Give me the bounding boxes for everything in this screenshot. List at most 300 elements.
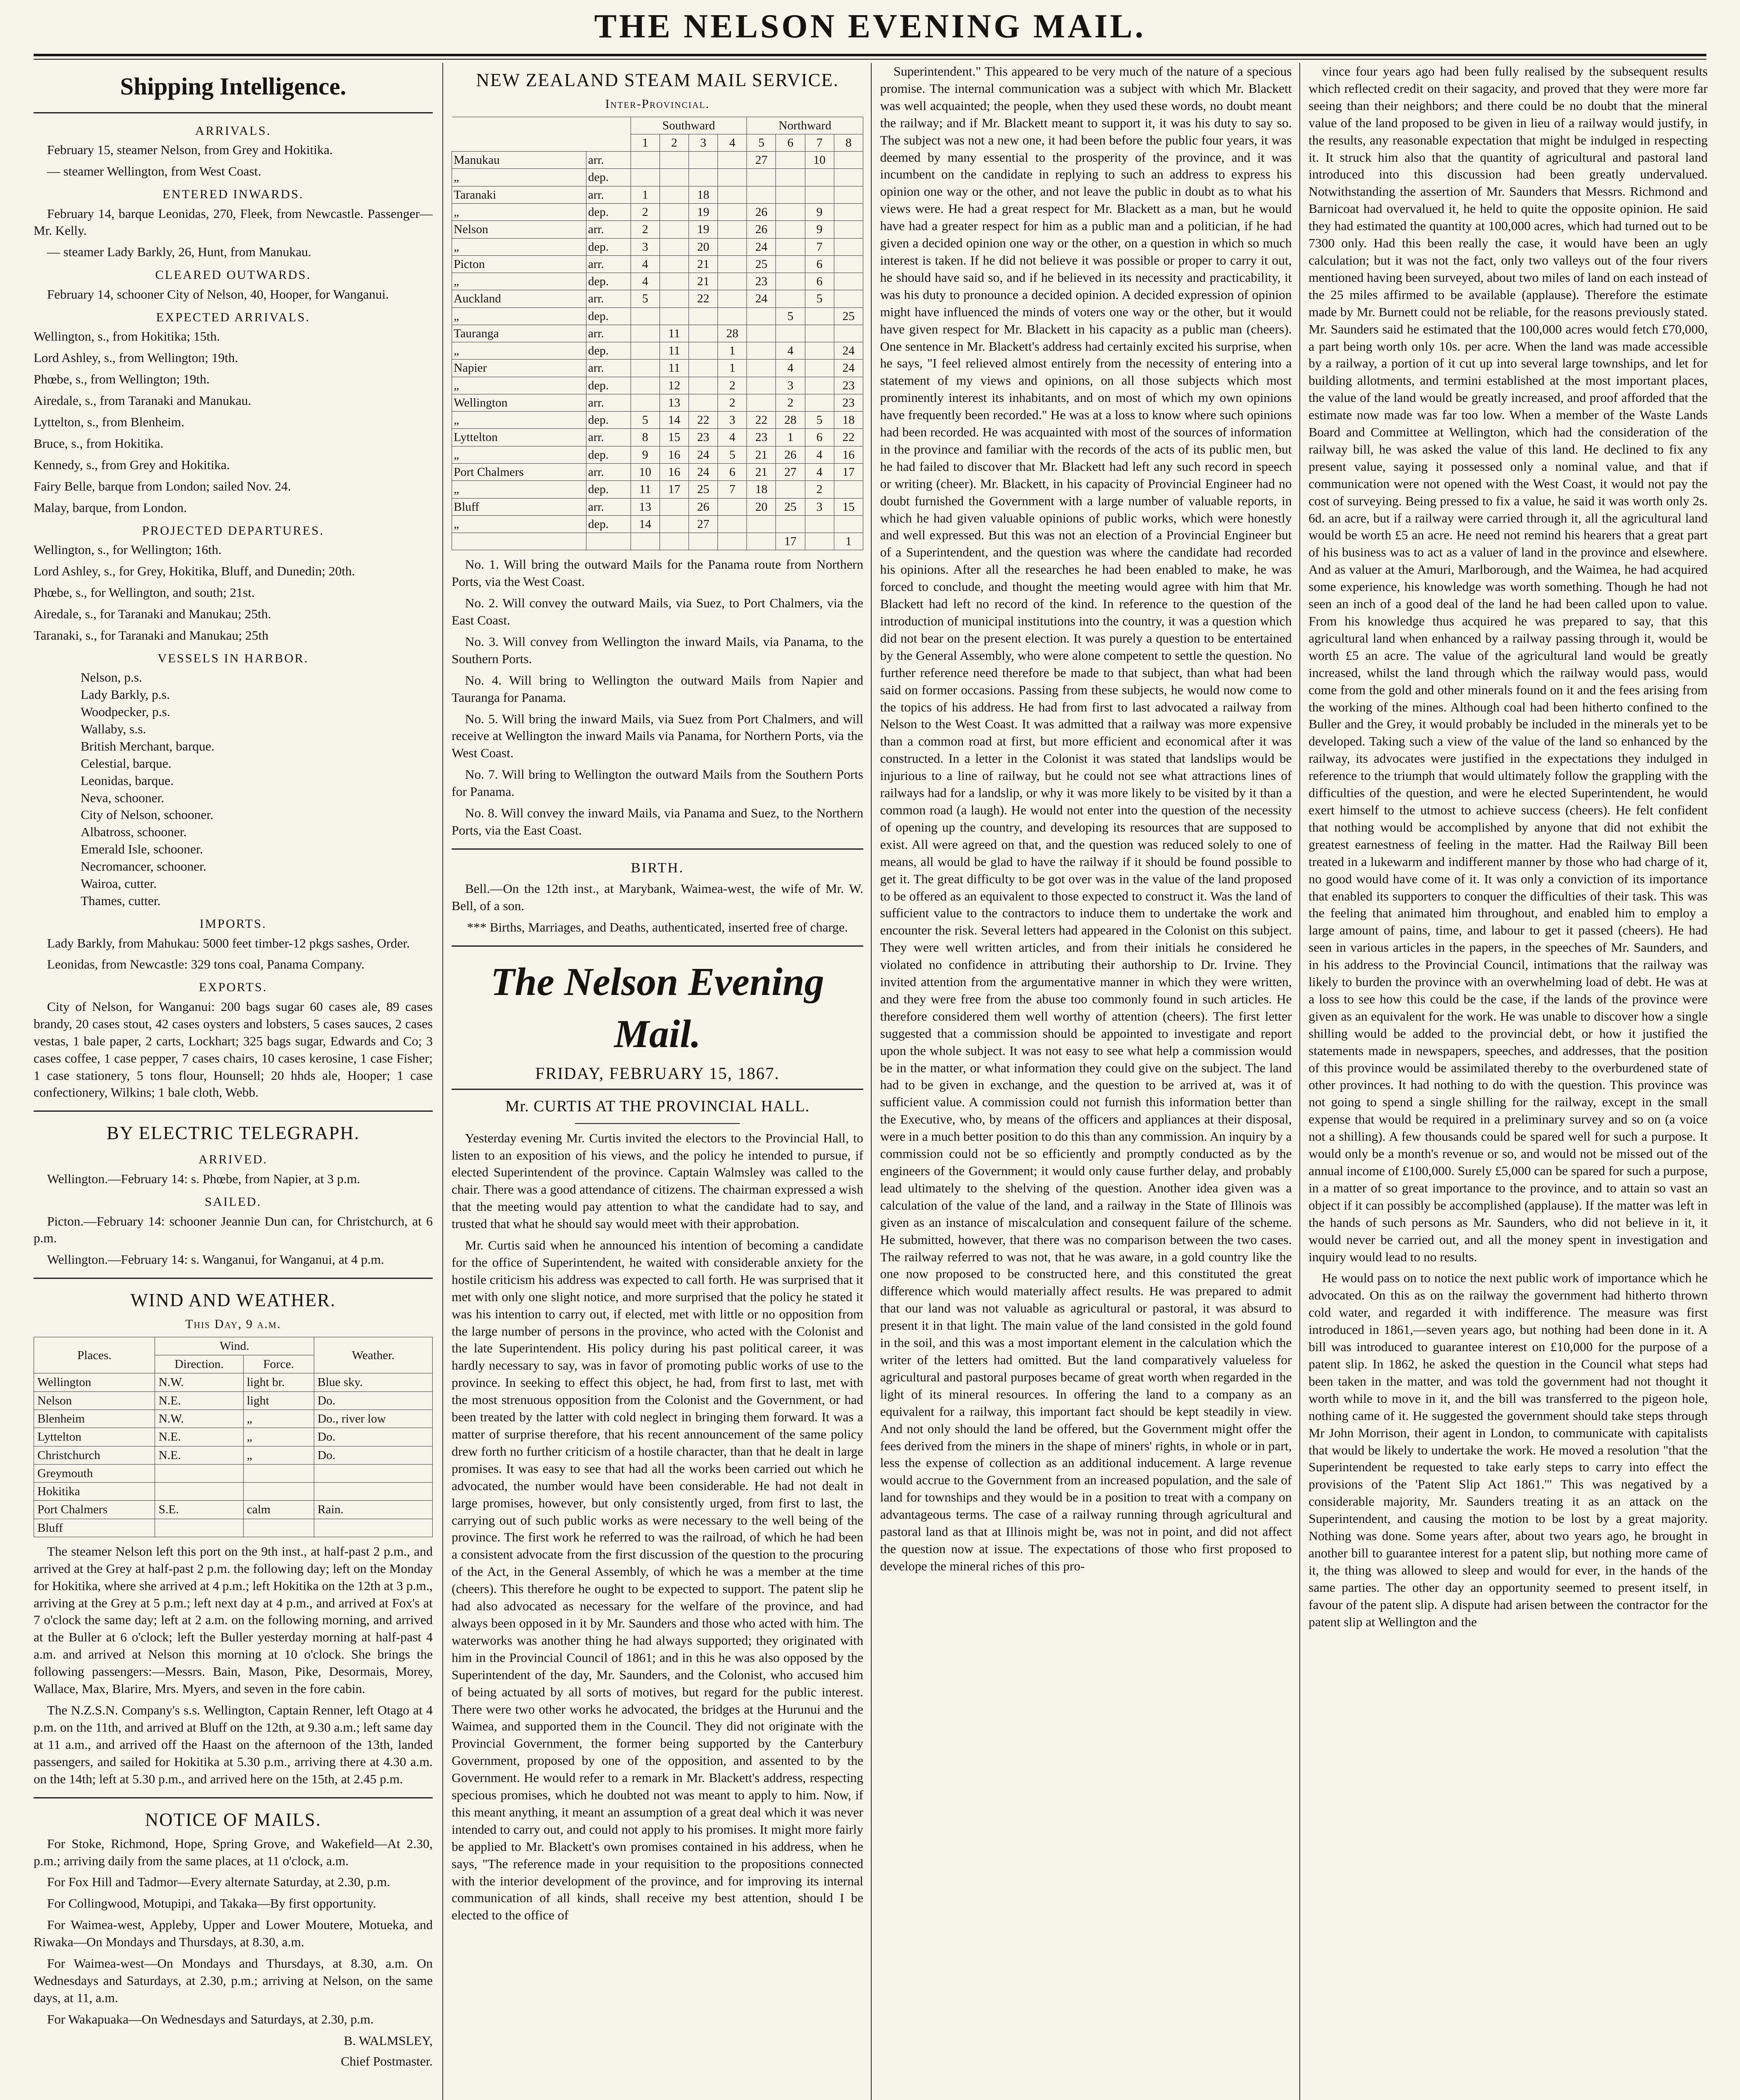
timetable-port: „ <box>452 238 586 255</box>
timetable-column-number: 6 <box>776 134 805 151</box>
article-body-part-2 <box>880 63 1292 1575</box>
masthead-rule-thin <box>34 59 1706 60</box>
weather-row <box>34 1373 433 1391</box>
timetable-cell <box>834 325 863 342</box>
timetable-arr-dep: arr. <box>586 325 631 342</box>
weather-cell-place: Christchurch <box>34 1446 155 1464</box>
vessels-in-harbor-heading: VESSELS IN HARBOR. <box>158 651 309 665</box>
timetable-cell <box>834 290 863 307</box>
timetable-cell <box>776 221 805 238</box>
timetable-row <box>452 221 863 238</box>
divider <box>34 1278 433 1279</box>
vessel-entry: Celestial, barque. <box>81 756 172 771</box>
timetable-row <box>452 446 863 463</box>
weather-row <box>34 1428 433 1446</box>
weather-cell-place: Nelson <box>34 1391 155 1410</box>
timetable-arr-dep: arr. <box>586 152 631 169</box>
timetable-cell: 5 <box>805 290 834 307</box>
steamer-report: The N.Z.S.N. Company's s.s. Wellington, Captain Renner, left Otago at 4 p.m. on the 11th, and arrived at Bluff on the 12th, at 9.30 a.m.; left same day at 11 a.m., and arrived off the Haast on the afternoon of the 13th, landed passengers, and sailed for Hokitika at 5.30 p.m., arriving there at 4.30 a.m. on the 14th; left at 5.30 p.m., and arrived here on the 15th, at 2.45 p.m. <box>34 1703 433 1786</box>
shipping-entry: Taranaki, s., for Taranaki and Manukau; 25th <box>34 627 268 643</box>
timetable-arr-dep: dep. <box>586 273 631 290</box>
steam-mail-subtitle: Inter-Provincial. <box>605 97 710 111</box>
shipping-entry: Fairy Belle, barque from London; sailed Nov. 24. <box>34 478 291 494</box>
timetable-row <box>452 533 863 550</box>
telegraph-arrived-heading: ARRIVED. <box>198 1152 268 1167</box>
timetable-cell: 1 <box>631 186 660 203</box>
timetable-cell: 1 <box>776 429 805 446</box>
timetable-arr-dep: dep. <box>586 412 631 429</box>
divider <box>452 945 863 947</box>
weather-row <box>34 1464 433 1482</box>
timetable-column-number: 5 <box>747 134 776 151</box>
vessel-entry: Wallaby, s.s. <box>81 721 146 736</box>
weather-cell-force: „ <box>243 1410 314 1428</box>
shipping-entry: Wellington, s., for Wellington; 16th. <box>34 542 222 557</box>
shipping-entry: Airedale, s., for Taranaki and Manukau; 25th. <box>34 606 271 621</box>
shipping-entry: Airedale, s., from Taranaki and Manukau. <box>34 393 252 408</box>
weather-cell-direction <box>155 1519 243 1537</box>
weather-cell-weather: Do., river low <box>314 1410 432 1428</box>
timetable-cell <box>805 533 834 550</box>
timetable-cell <box>660 186 689 203</box>
timetable-cell <box>689 394 718 411</box>
weather-cell-place: Greymouth <box>34 1464 155 1482</box>
timetable-cell: 5 <box>631 290 660 307</box>
timetable-cell <box>805 325 834 342</box>
weather-cell-force: „ <box>243 1446 314 1464</box>
vessel-entry: Thames, cutter. <box>81 893 161 908</box>
weather-cell-direction: N.E. <box>155 1391 243 1410</box>
mail-notice-entry: For Wakapuaka—On Wednesdays and Saturdays, at 2.30, p.m. <box>47 2011 374 2026</box>
exports-list <box>34 998 433 1101</box>
shipping-entry: Bruce, s., from Hokitika. <box>34 436 164 451</box>
timetable-cell: 4 <box>805 463 834 480</box>
timetable-cell <box>689 325 718 342</box>
timetable-row <box>452 290 863 307</box>
article-body-part-1 <box>452 1130 863 1924</box>
timetable-cell <box>805 515 834 533</box>
timetable-cell <box>747 360 776 377</box>
timetable-row <box>452 412 863 429</box>
timetable-cell <box>776 325 805 342</box>
shipping-entry: Lord Ashley, s., for Grey, Hokitika, Bluff, and Dunedin; 20th. <box>34 564 355 579</box>
weather-row <box>34 1391 433 1410</box>
shipping-entry: February 14, schooner City of Nelson, 40, Hooper, for Wanganui. <box>47 286 389 302</box>
weather-cell-place: Blenheim <box>34 1410 155 1428</box>
timetable-cell: 21 <box>747 446 776 463</box>
mail-notice-entry: For Collingwood, Motupipi, and Takaka—By first opportunity. <box>47 1896 376 1911</box>
timetable-cell: 14 <box>660 412 689 429</box>
timetable-cell <box>689 342 718 360</box>
timetable-cell <box>718 221 747 238</box>
notice-of-mails-list <box>34 1835 433 2028</box>
timetable-cell <box>776 152 805 169</box>
weather-cell-force <box>243 1483 314 1501</box>
timetable-cell: 24 <box>689 446 718 463</box>
timetable-cell <box>805 307 834 325</box>
exports-heading: EXPORTS. <box>199 980 268 995</box>
timetable-note: No. 3. Will convey from Wellington the inward Mails, via Panama, to the Southern Ports. <box>452 634 863 666</box>
masthead <box>0 0 1740 63</box>
divider <box>452 1089 863 1090</box>
weather-cell-force <box>243 1464 314 1482</box>
timetable-cell <box>718 169 747 186</box>
article-paragraph: He would pass on to notice the next public work of importance which he advocated. On this as on the railway the government had hitherto thrown cold water, and regarded it with indifference. The measure was first introduced in 1861,—seven years ago, but nothing had been done in it. A bill was introduced to guarantee interest on £10,000 for the purpose of a patent slip. In 1862, he asked the question in the Council what steps had been taken in the matter, and was told the government had not thought it worth while to move in it, and the bill was transferred to the pigeon hole, nothing came of it. He suggested the government should take steps through Mr John Morrison, their agent in London, to communicate with capitalists that would be likely to undertake the work. He moved a resolution "that the Superintendent be requested to take early steps to carry into effect the provisions of the 'Patent Slip Act 1861.'" This was negatived by a considerable majority, Mr. Saunders treating it as an attack on the Superintendent, and causing the motion to be lost by a great majority. Nothing was done. Some years after, about two years ago, he brought in another bill to guarantee interest for a patent slip, but nothing more came of it, the thing was allowed to sleep and would for ever, in the hands of the same parties. The other day an opportunity seemed to present itself, in favour of the patent slip. A dispute had arisen between the contractor for the patent slip at Wellington and the <box>1309 1270 1708 1629</box>
timetable-arr-dep: arr. <box>586 394 631 411</box>
timetable-row <box>452 255 863 273</box>
timetable-cell: 27 <box>747 152 776 169</box>
timetable-cell: 2 <box>631 221 660 238</box>
projected-departures-heading: PROJECTED DEPARTURES. <box>142 523 324 538</box>
birth-heading: BIRTH. <box>631 860 684 876</box>
shipping-entry: City of Nelson, for Wanganui: 200 bags sugar 60 cases ale, 89 cases brandy, 20 cases stout, 42 cases oysters and lobsters, 5 cases sauces, 2 cases vestas, 1 bale paper, 2 carts, Lockhart; 325 bags sugar, Edwards and Co; 3 cases coffee, 1 case pepper, 7 cases chairs, 10 cases kerosine, 1 case Fisher; 1 case stationery, 5 tons flour, Hounsell; 20 hhds ale, Hooper; 1 case confectionery, Wilkins; 1 bale cloth, Webb. <box>34 999 433 1100</box>
timetable-arr-dep: arr. <box>586 360 631 377</box>
timetable-row <box>452 429 863 446</box>
timetable-note: No. 5. Will bring the inward Mails, via Suez from Port Chalmers, and will receive at Wellington the inward Mails via Panama, for Northern Ports, via the West Coast. <box>452 711 863 761</box>
timetable-cell <box>660 515 689 533</box>
article-paragraph: Superintendent." This appeared to be very much of the nature of a specious promise. The internal communication was a subject with which Mr. Blackett was well acquainted; the people, when they used these words, no doubt meant the railway; and if Mr. Blackett meant to support it, it was his duty to say so. The subject was not a new one, it had been before the public four years, it was deemed by many essential to the prosperity of the province, and it was incumbent on the candidate in replying to such an address to express his opinion one way or the other, and not leave the public in doubt as to what his views were. He had a great respect for Mr. Blackett as a man, but he would have had a greater respect for him as a public man and a politician, if he had given a decided opinion one way or the other, on a question in which so much interest is taken. If he did not believe it was possible or proper to carry it out, he should have said so, and if he believed in its necessity and practicability, it was his duty to pronounce a decided opinion. A decided expression of opinion might have influenced the minds of voters one way or the other, but it would have given respect for Mr. Blackett in his capacity as a public man (cheers). One sentence in Mr. Blackett's address had certainly excited his surprise, when he says, "I feel relieved almost entirely from the necessity of entering into a statement of my views and opinions, on all those subjects which most prominently interest its inhabitants, and on most of which my own opinions have frequently been recorded." He was at a loss to know where such opinions had been recorded. He was acquainted with most of the sources of information in the province and familiar with the records of the acts of its public men, but he had failed to discover that Mr. Blackett had left any such record in speech or writing (cheer). Mr. Blackett, in his capacity of Provincial Engineer had no doubt furnished the Government with a large number of valuable reports, in which he had given valuable opinions of public works, which were honestly and well expressed. But this was not an election of a Provincial Engineer but of a Superintendent, and the question was where the candidate had recorded his opinions. After all the researches he had been enabled to make, he was forced to conclude, and thought the meeting would agree with him that Mr. Blackett had left no record of the kind. In reference to the question of the introduction of municipal institutions into the country, it was a question which did not bear on the present election. It was purely a question to be entertained by the General Assembly, who were alone competent to settle the question. No further reference need therefore be made to that subject, than what had been said on former occasions. Passing from these subjects, he would now come to the topics of his address. He had from first to last advocated a railway from Nelson to the West Coast. It was admitted that a railway was more expensive than a common road at first, but more efficient and economical after it was constructed. In a letter in the Colonist it was stated that landslips would be injurious to a line of railway, but he could not see what attractions lines of railways had for a landslip, or why it was more likely to be visited by it than a common road (a laugh). He would not enter into the question of the necessity of opening up the country, and developing its resources that are supposed to exist. All were agreed on that, and the question was reduced solely to one of means, all would be glad to have the railway if it should be found possible to get it. The great difficulty to be got over was in the value of the land proposed to be offered as an equivalent to those expected to construct it. Was the land of sufficient value to the contractors to induce them to undertake the work and encounter the risk. Several letters had appeared in the Colonist on this subject. They were well written articles, and from their initials he considered he violated no confidence in attributing their authorship to Dr. Irvine. They invited attention from the argumentative manner in which they were written, and they were free from the abuse too commonly found in such articles. He therefore considered them well worthy of attention (cheers). The first letter suggested that a commission should be appointed to investigate and report upon the whole subject. It was not easy to see what help a commission would be in the matter, or what information they could give on the subject. The land had to be given in exchange, and the question to be arrived at, was it of sufficient value. A commission could not furnish this information better than the Executive, who, by means of the officers and appliances at their disposal, were in a much better position to do this than any commission. An inquiry by a commission could not be so efficiently and promptly conducted as by the engineers of the Government; it would only cause further delay, and probably lead ultimately to the shelving of the question. Another idea given was a calculation of the value of the land, and a railway in the State of Illinois was given as an instance of miscalculation and consequent failure of the scheme. He submitted, however, that there was no comparison between the two cases. The railway referred to was not, that he was aware, in a gold country like the one now proposed to be constructed here, and this constituted the great difference which would materially affect results. He was prepared to admit that our land was not valuable as agricultural or pastoral, it was absurd to present it in that light. The main value of the land consisted in the gold found in the soil, and this was a most important element in the calculation which the writer of the letters had omitted. But the land comparatively valueless for agricultural and pastoral purposes became of great worth when regarded in the light of its mineral resources. In offering the land to a company as an equivalent for a railway, this important fact should be kept steadily in view. And not only should the land be offered, but the Government might offer the fees derived from the miners in the shape of miners' rights, in whole or in part, less the expense of collection as an additional inducement. A large revenue would accrue to the Government from an increased population, and the sale of land for townships and they would be in a position to treat with a company on advantageous terms. The case of a railway running through agricultural and pastoral land as that at Illinois might be, was not in point, and did not affect the question now at issue. The expectations of those who first proposed to develope the mineral riches of this pro- <box>880 64 1292 1573</box>
timetable-cell <box>689 533 718 550</box>
timetable-cell: 26 <box>776 446 805 463</box>
timetable-cell: 4 <box>805 446 834 463</box>
timetable-port: „ <box>452 342 586 360</box>
timetable-cell: 14 <box>631 515 660 533</box>
timetable-arr-dep: arr. <box>586 290 631 307</box>
timetable-cell: 18 <box>747 481 776 498</box>
timetable-cell: 26 <box>689 498 718 515</box>
timetable-cell: 20 <box>747 498 776 515</box>
timetable-cell: 4 <box>718 429 747 446</box>
timetable-port: Port Chalmers <box>452 463 586 480</box>
shipping-entry: February 15, steamer Nelson, from Grey and Hokitika. <box>47 142 333 158</box>
telegraph-title: BY ELECTRIC TELEGRAPH. <box>106 1123 360 1144</box>
timetable-cell <box>689 377 718 394</box>
timetable-cell: 21 <box>689 273 718 290</box>
timetable-cell <box>660 169 689 186</box>
timetable-column-number: 1 <box>631 134 660 151</box>
weather-cell-force: light <box>243 1391 314 1410</box>
timetable-cell <box>689 152 718 169</box>
timetable-cell <box>747 394 776 411</box>
timetable-cell: 8 <box>631 429 660 446</box>
timetable-row <box>452 273 863 290</box>
timetable-cell: 19 <box>689 221 718 238</box>
weather-cell-place: Bluff <box>34 1519 155 1537</box>
postmaster-signature: B. WALMSLEY, <box>344 2033 433 2048</box>
timetable-cell: 9 <box>805 221 834 238</box>
weather-row <box>34 1519 433 1537</box>
birth-notice: Bell.—On the 12th inst., at Marybank, Waimea-west, the wife of Mr. W. Bell, of a son. <box>452 881 863 913</box>
timetable-cell: 3 <box>776 377 805 394</box>
timetable-port: „ <box>452 273 586 290</box>
entered-inwards-list <box>34 205 433 261</box>
shipping-entry: — steamer Wellington, from West Coast. <box>47 164 261 179</box>
timetable-cell: 19 <box>689 204 718 221</box>
weather-subtitle: This Day, 9 a.m. <box>185 1317 281 1331</box>
steamer-report: The steamer Nelson left this port on the 9th inst., at half-past 2 p.m., and arrived at the Grey at half-past 2 p.m. the following day; left on the Monday for Hokitika, where she arrived at 4 p.m.; left Hokitika on the 12th at 3 p.m., arriving at the Grey at 5 p.m.; left next day at 4 p.m., and arrived at Fox's at 7 o'clock the same day; left at 2 a.m. on the following morning, and arrived at the Buller at 6 o'clock; left the Buller yesterday morning at half-past 4 a.m. and arrived at Nelson this morning at 10 o'clock. She brings the following passengers:—Messrs. Bain, Mason, Pike, Desormais, Morey, Wallace, Max, Blarire, Mrs. Myers, and seven in the fore cabin. <box>34 1544 433 1696</box>
timetable-row <box>452 342 863 360</box>
timetable-cell: 5 <box>631 412 660 429</box>
timetable-cell: 22 <box>747 412 776 429</box>
weather-cell-weather <box>314 1464 432 1482</box>
steam-mail-title: NEW ZEALAND STEAM MAIL SERVICE. <box>476 70 839 90</box>
timetable-cell <box>834 221 863 238</box>
expected-arrivals-list <box>34 328 433 516</box>
timetable-cell <box>660 221 689 238</box>
timetable-cell <box>747 325 776 342</box>
timetable-cell: 10 <box>631 463 660 480</box>
timetable-cell <box>834 169 863 186</box>
vessels-in-harbor-list <box>34 669 433 910</box>
vessel-entry: Nelson, p.s. <box>81 670 142 685</box>
weather-row <box>34 1483 433 1501</box>
telegraph-arrived-text: Wellington.—February 14: s. Phœbe, from Napier, at 3 p.m. <box>47 1171 360 1186</box>
timetable-cell <box>747 533 776 550</box>
weather-title: WIND AND WEATHER. <box>130 1290 336 1311</box>
cleared-outwards-list <box>34 286 433 303</box>
timetable-note: No. 7. Will bring to Wellington the outward Mails from the Southern Ports for Panama. <box>452 767 863 799</box>
timetable-port: „ <box>452 169 586 186</box>
timetable-port <box>452 533 586 550</box>
timetable-cell: 27 <box>776 463 805 480</box>
timetable-cell: 27 <box>689 515 718 533</box>
weather-cell-weather <box>314 1483 432 1501</box>
timetable-cell: 4 <box>631 273 660 290</box>
column-1 <box>34 63 433 2100</box>
timetable-cell <box>747 377 776 394</box>
timetable-port: „ <box>452 515 586 533</box>
timetable-cell: 3 <box>718 412 747 429</box>
timetable-cell: 6 <box>805 255 834 273</box>
timetable-arr-dep: arr. <box>586 221 631 238</box>
timetable-cell <box>805 360 834 377</box>
timetable-cell <box>747 169 776 186</box>
article-paragraph: vince four years ago had been fully realised by the subsequent results which reflected credit on their sagacity, and proved that they were more far seeing than their neighbors; and there could be no doubt that the mineral value of the land proposed to be given in lieu of a railway would justify, in the results, any reasonable expectation that might be indulged in respecting it. It struck him also that the quantity of agricultural and pastoral land introduced into this discussion had been greatly undervalued. Notwithstanding the assertion of Mr. Saunders that Messrs. Richmond and Barnicoat had overvalued it, he held to quite the opposite opinion. He said they had estimated the quantity at 100,000 acres, which had turned out to be 7300 only. Had this been really the case, it would have been an ugly calculation; but it was not the fact, only two valleys out of the four rivers mentioned having been surveyed, about two miles of land on each instead of the 25 miles affirmed to be available (applause). Therefore the estimate made by Mr. Burnett could not be reliable, for the reasons previously stated. Mr. Saunders said he estimated that the 100,000 acres would fetch £70,000, a part being worth only 10s. per acre. When the land was made accessible by a railway, a portion of it cut up into several large townships, and let for building allotments, and termini established at the most important places, the value of the land would be greatly increased, and proof afforded that the estimate now made was far too low. When a member of the Waste Lands Board and Committee at Wellington, which had the consideration of the railway bill, he was asked the value of this land. He declined to fix any present value, saying it possessed only a nominal value, and that if communication were not opened with the West Coast, it would not pay the cost of surveying. Being pressed to fix a value, he said it was worth only 2s. 6d. an acre, but if a railway were carried through it, all the agricultural land would be worth £5 an acre. He need not remind his hearers that a great part of his business was to act as a valuer of land in the province and elsewhere. And as valuer at the Amuri, Marlborough, and the Waimea, he had acquired some experience, his knowledge was worth something. Though he had not seen an inch of a good deal of the land he had been called upon to value. From his knowledge thus acquired he was prepared to say, that this agricultural land when enhanced by a railway passing through it, would be worth £5 an acre. The value of the agricultural land would be greatly increased, whilst the land through which the railway would pass, would come from the gold and other minerals found on it and the fees arising from the working of the mines. Although coal had been hitherto confined to the Buller and the Grey, it would probably be included in the minerals yet to be developed. Taking such a view of the value of the land so enhanced by the railway, its advocates were justified in the expectations they indulged in reference to the triumph that would ultimately follow the grappling with the difficulties of the question, and were he elected Superintendent, he would exert himself to the utmost to achieve success (cheers). He felt confident that nothing would be accomplished by anyone that did not exhibit the greatest earnestness of feeling in the matter. Had the Railway Bill been treated in a lukewarm and indifferent manner by those who had charge of it, no good would have come of it. It was only a conviction of its importance that enabled its supporters to conquer the difficulties of their task. This was the feeling that animated him throughout, and enabled him to employ a large amount of pains, time, and labour to get it passed (cheers). He had seen in various articles in the papers, in the speeches of Mr. Saunders, and in his address to the Provincial Council, intimations that the railway was likely to burden the province with an overwhelming load of debt. He was at a loss to see how this could be the case, if the lands of the province were given as an equivalent for the work. He was unable to discover how a single shilling would be added to the provincial debt, or how it justified the statements made in newspapers, speeches, and addresses, that the position of this province would be assimilated thereby to the overburdened state of other provinces. It had nothing to do with the question. This province was not going to spend a single shilling for the railway, except in the small expense that would be required in a preliminary survey and so on (a voice not a shilling). A few thousands could be spared well for such a purpose. It would only be a month's revenue or so, and would not be missed out of the annual income of £100,000. Surely £5,000 can be spared for such a purpose, in a matter of so great importance to the province, and to attain so vast an object if it can possibly be accomplished (applause). If the matter was left in the hands of such persons as Mr. Saunders, who did not believe in it, it would never be carried out, and all the money spent in investigation and inquiry would lead to no results. <box>1309 64 1708 1264</box>
timetable-cell <box>776 204 805 221</box>
vessel-entry: City of Nelson, schooner. <box>81 807 213 822</box>
northward-header: Northward <box>747 117 863 134</box>
postmaster-title: Chief Postmaster. <box>341 2053 433 2068</box>
timetable-row <box>452 204 863 221</box>
timetable-port: „ <box>452 446 586 463</box>
timetable-cell: 2 <box>776 394 805 411</box>
column-4 <box>1309 63 1708 2100</box>
timetable-arr-dep: dep. <box>586 342 631 360</box>
timetable-cell: 17 <box>834 463 863 480</box>
timetable-cell <box>631 342 660 360</box>
timetable-note: No. 4. Will bring to Wellington the outward Mails from Napier and Tauranga for Panama. <box>452 672 863 705</box>
timetable-cell <box>718 515 747 533</box>
timetable-cell: 26 <box>747 204 776 221</box>
timetable-cell <box>718 290 747 307</box>
timetable-cell: 26 <box>747 221 776 238</box>
timetable-cell: 1 <box>718 342 747 360</box>
vessel-entry: Lady Barkly, p.s. <box>81 687 170 702</box>
timetable-cell <box>631 307 660 325</box>
timetable-cell: 23 <box>834 394 863 411</box>
timetable-port: „ <box>452 307 586 325</box>
weather-cell-place: Port Chalmers <box>34 1501 155 1519</box>
timetable-cell <box>689 307 718 325</box>
timetable-cell: 11 <box>631 481 660 498</box>
timetable-cell: 22 <box>689 412 718 429</box>
weather-cell-direction <box>155 1464 243 1482</box>
weather-cell-weather: Do. <box>314 1428 432 1446</box>
timetable-arr-dep: arr. <box>586 429 631 446</box>
force-header: Force. <box>243 1355 314 1373</box>
timetable-cell: 6 <box>805 429 834 446</box>
timetable-cell <box>805 377 834 394</box>
mail-notice-entry: For Waimea-west, Appleby, Upper and Lower Moutere, Motueka, and Riwaka—On Mondays and Thursdays, at 8.30, a.m. <box>34 1917 433 1950</box>
newspaper-title: THE NELSON EVENING MAIL. <box>594 8 1146 45</box>
timetable-cell: 7 <box>805 238 834 255</box>
timetable-column-number: 3 <box>689 134 718 151</box>
wind-header: Wind. <box>155 1337 314 1355</box>
timetable-cell <box>631 152 660 169</box>
weather-cell-direction: N.E. <box>155 1446 243 1464</box>
timetable-cell <box>660 273 689 290</box>
timetable-arr-dep: dep. <box>586 481 631 498</box>
timetable-port: „ <box>452 204 586 221</box>
paper-nameplate: The Nelson Evening Mail. <box>491 960 824 1056</box>
divider <box>34 1797 433 1798</box>
timetable-row <box>452 169 863 186</box>
timetable-cell: 6 <box>805 273 834 290</box>
timetable-arr-dep: dep. <box>586 238 631 255</box>
timetable-column-number: 4 <box>718 134 747 151</box>
timetable-cell: 13 <box>631 498 660 515</box>
mail-notice-entry: For Fox Hill and Tadmor—Every alternate Saturday, at 2.30, p.m. <box>47 1874 390 1890</box>
timetable-cell: 4 <box>776 342 805 360</box>
timetable-cell <box>776 290 805 307</box>
timetable-cell <box>689 169 718 186</box>
vessel-entry: Wairoa, cutter. <box>81 876 157 891</box>
masthead-rule <box>34 54 1706 56</box>
timetable-cell <box>776 186 805 203</box>
timetable-cell: 23 <box>747 273 776 290</box>
column-rule <box>442 63 443 2100</box>
timetable-cell <box>660 307 689 325</box>
vessel-entry: Neva, schooner. <box>81 790 164 805</box>
imports-heading: IMPORTS. <box>200 916 267 931</box>
timetable-port: Taranaki <box>452 186 586 203</box>
timetable-cell <box>631 325 660 342</box>
timetable-cell: 22 <box>689 290 718 307</box>
timetable-cell <box>776 169 805 186</box>
timetable-note: No. 8. Will convey the inward Mails, via Panama and Suez, to the Northern Ports, via the East Coast. <box>452 806 863 837</box>
timetable-cell: 11 <box>660 360 689 377</box>
timetable-cell: 15 <box>660 429 689 446</box>
timetable-cell <box>660 152 689 169</box>
shipping-entry: Phœbe, s., from Wellington; 19th. <box>34 372 210 387</box>
projected-departures-list <box>34 541 433 644</box>
timetable-cell: 23 <box>834 377 863 394</box>
timetable-cell: 21 <box>689 255 718 273</box>
timetable-arr-dep: dep. <box>586 377 631 394</box>
timetable-cell: 22 <box>834 429 863 446</box>
timetable-cell <box>747 342 776 360</box>
timetable-cell: 25 <box>689 481 718 498</box>
weather-cell-direction: N.W. <box>155 1373 243 1391</box>
shipping-entry: Phœbe, s., for Wellington, and south; 21st. <box>34 585 255 600</box>
timetable-cell <box>718 273 747 290</box>
timetable-note: No. 2. Will convey the outward Mails, via Suez, to Port Chalmers, via the East Coast. <box>452 596 863 628</box>
timetable-cell: 25 <box>776 498 805 515</box>
timetable-cell: 18 <box>834 412 863 429</box>
timetable-cell <box>834 238 863 255</box>
article-body-part-3 <box>1309 63 1708 1630</box>
timetable-row <box>452 394 863 411</box>
weather-cell-force <box>243 1519 314 1537</box>
mail-notice-entry: For Stoke, Richmond, Hope, Spring Grove, and Wakefield—At 2.30, p.m.; arriving daily from the same places, at 11 o'clock, a.m. <box>34 1836 433 1868</box>
vessel-entry: Woodpecker, p.s. <box>81 704 171 719</box>
short-rule <box>575 1123 740 1124</box>
weather-cell-weather: Blue sky. <box>314 1373 432 1391</box>
timetable-cell <box>805 394 834 411</box>
issue-date: FRIDAY, FEBRUARY 15, 1867. <box>535 1063 780 1083</box>
timetable-port: Lyttelton <box>452 429 586 446</box>
shipping-entry: Lord Ashley, s., from Wellington; 19th. <box>34 350 238 365</box>
timetable-port: Tauranga <box>452 325 586 342</box>
timetable-cell: 2 <box>718 394 747 411</box>
timetable-cell <box>718 498 747 515</box>
timetable-cell: 24 <box>689 463 718 480</box>
timetable-cell: 28 <box>776 412 805 429</box>
timetable-cell: 1 <box>834 533 863 550</box>
vessel-entry: Emerald Isle, schooner. <box>81 842 203 857</box>
timetable-cell: 24 <box>834 342 863 360</box>
timetable-cell <box>834 204 863 221</box>
timetable-port: Napier <box>452 360 586 377</box>
timetable-cell: 10 <box>805 152 834 169</box>
shipping-entry: Kennedy, s., from Grey and Hokitika. <box>34 457 230 472</box>
timetable-cell <box>834 273 863 290</box>
timetable-row <box>452 463 863 480</box>
weather-row <box>34 1446 433 1464</box>
timetable-cell <box>747 307 776 325</box>
timetable-cell <box>834 481 863 498</box>
weather-cell-direction: S.E. <box>155 1501 243 1519</box>
timetable-cell: 20 <box>689 238 718 255</box>
timetable-cell <box>718 204 747 221</box>
timetable-cell <box>718 152 747 169</box>
timetable-cell: 4 <box>631 255 660 273</box>
timetable-column-number: 7 <box>805 134 834 151</box>
timetable-cell: 25 <box>834 307 863 325</box>
column-3 <box>880 63 1292 2100</box>
article-paragraph: Mr. Curtis said when he announced his intention of becoming a candidate for the office of Superintendent, he waited with considerable anxiety for the hostile criticism his address was expected to call forth. He was surprised that it met with only one slight notice, and more surprised that the policy he stated it was his intention to carry out, if elected, met with little or no opposition from the large number of persons in the province, who acted with the Colonist and the late Superintendent. His policy during his past political career, it was hardly necessary to say, was in favor of promoting public works of use to the province. In seeking to effect this object, he had, from first to last, met with the most strenuous opposition from the Colonist and the Government, or had been treated by the latter with cold neglect in bringing them forward. It was a matter of surprise therefore, that his recent announcement of the same policy drew forth no further criticism of a hostile character, than that he dealt in large promises. It was easy to see that had all the works been carried out which he advocated, the number would have been considerable. He had not dealt in large promises, however, but only consistently urged, from first to last, the carrying out of such public works as were necessary to the well being of the province. The first work he referred to was the railroad, of which he had been a consistent advocate from the first discussion of the question to the procuring of the Act, in the General Assembly, of which he was a member at the time (cheers). This therefore he ought to be expected to support. The patent slip he had also advocated as necessary for the welfare of the province, and had always been opposed in it by Mr. Saunders and those who acted with him. The waterworks was another thing he had always supported; they originated with him in the Provincial Council of 1861; and in this he was also opposed by the Superintendent of the day, Mr. Saunders, and the Colonist, who accused him of being actuated by all sorts of motives, but regard for the public interest. There were two other works he advocated, the bridges at the Hurunui and the Waimea, and supported them in the Council. They did not originate with the Provincial Government, the former being supported by the Canterbury Government, proposed by one of the opposition, and assented to by the Government. He would refer to a remark in Mr. Blackett's address, respecting specious promises, which he doubted not was meant to apply to him. Now, if this meant anything, it meant an assumption of a great deal which it was never intended to carry out, and could not apply to his promises. It might more fairly be applied to Mr. Blackett's own promises contained in his address, when he says, "The reference made in your requisition to the propositions connected with the interior development of the province, and for improving its internal communication of all kinds, shall receive my best attention, should I be elected to the office of <box>452 1238 863 1923</box>
shipping-entry: February 14, barque Leonidas, 270, Fleek, from Newcastle. Passenger—Mr. Kelly. <box>34 206 433 238</box>
weather-cell-direction: N.W. <box>155 1410 243 1428</box>
timetable-arr-dep <box>586 533 631 550</box>
timetable-cell <box>631 377 660 394</box>
timetable-cell <box>631 533 660 550</box>
shipping-entry: Leonidas, from Newcastle: 329 tons coal, Panama Company. <box>47 957 365 972</box>
timetable-cell: 9 <box>805 204 834 221</box>
weather-cell-place: Wellington <box>34 1373 155 1391</box>
weather-cell-force: calm <box>243 1501 314 1519</box>
column-rule <box>1299 63 1300 2100</box>
timetable-row <box>452 238 863 255</box>
timetable-cell <box>631 394 660 411</box>
timetable-cell: 24 <box>834 360 863 377</box>
timetable-arr-dep: arr. <box>586 463 631 480</box>
timetable-arr-dep: dep. <box>586 169 631 186</box>
timetable-cell <box>776 515 805 533</box>
southward-header: Southward <box>631 117 747 134</box>
timetable-row <box>452 186 863 203</box>
vessel-entry: Leonidas, barque. <box>81 773 174 788</box>
